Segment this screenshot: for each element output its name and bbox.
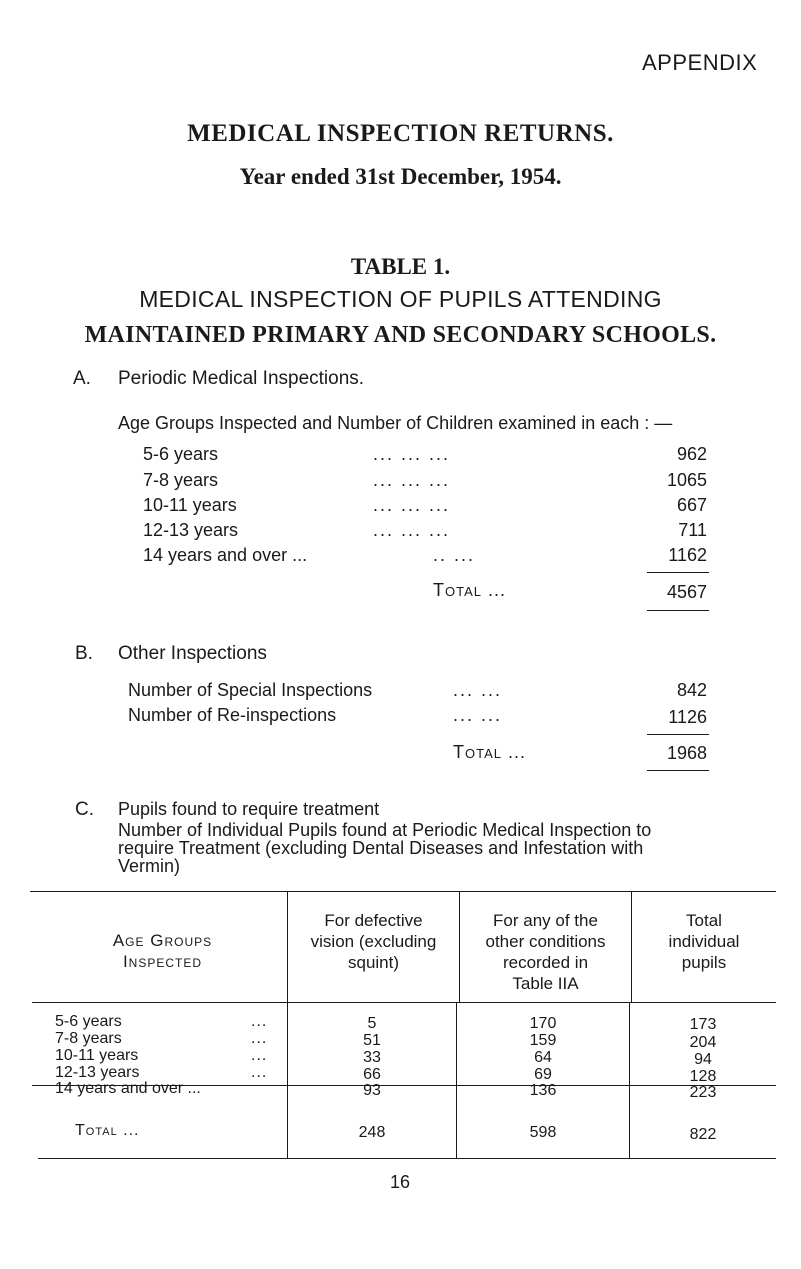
vision-cell: 93	[363, 1082, 381, 1099]
table-top-rule	[30, 891, 776, 892]
section-b-total-value: 1968	[666, 743, 707, 763]
table-title: TABLE 1.	[350, 254, 451, 279]
total-vision-cell: 248	[358, 1124, 386, 1141]
total-cell: 128	[689, 1068, 717, 1085]
section-b-letter: B.	[75, 643, 93, 664]
header-line: individual	[668, 932, 740, 951]
section-b-total-label: Total ...	[453, 742, 526, 762]
leader-dots: ... ... ...	[373, 444, 451, 464]
other-cell: 64	[534, 1049, 552, 1066]
age-cell: 14 years and over ...	[55, 1080, 201, 1097]
col-header-age-groups	[40, 930, 285, 972]
leader-dots: ... ... ...	[373, 495, 451, 515]
col-header-vision	[288, 910, 459, 973]
age-group-label: 12-13 years	[143, 520, 239, 540]
total-cell: 204	[689, 1034, 717, 1051]
total-other-cell: 598	[529, 1124, 557, 1141]
age-group-label: 14 years and over ...	[143, 545, 308, 565]
header-line: For any of the	[493, 911, 598, 930]
count-value: 711	[678, 520, 707, 540]
header-bottom-rule	[32, 1002, 776, 1003]
table-heading-line2: MAINTAINED PRIMARY AND SECONDARY SCHOOLS.	[84, 322, 717, 348]
vision-cell: 33	[363, 1049, 381, 1066]
leader-dots: ...	[251, 1064, 268, 1081]
appendix-label: APPENDIX	[642, 50, 758, 75]
age-cell: 10-11 years	[55, 1047, 139, 1064]
section-a-letter: A.	[73, 368, 91, 389]
other-cell: 136	[529, 1082, 557, 1099]
section-c-title: Pupils found to require treatment	[118, 799, 380, 819]
header-line: squint)	[347, 953, 400, 972]
section-a-total-label: Total ...	[433, 580, 506, 600]
total-rule-top	[647, 734, 709, 735]
total-rule-bottom	[647, 610, 709, 611]
header-line: Total	[686, 911, 722, 930]
section-c-desc-line2: require Treatment (excluding Dental Diseases and Infestation with	[118, 838, 644, 858]
count-value: 842	[676, 680, 707, 700]
other-cell: 170	[529, 1015, 557, 1032]
table-heading-line1: MEDICAL INSPECTION OF PUPILS ATTENDING	[139, 286, 662, 312]
header-line: Table IIA	[512, 974, 579, 993]
header-line: pupils	[681, 953, 727, 972]
header-line: recorded in	[502, 953, 589, 972]
count-value: 1126	[668, 707, 707, 727]
section-c-letter: C.	[75, 799, 94, 820]
section-a-title: Periodic Medical Inspections.	[118, 368, 365, 389]
leader-dots: ...	[251, 1047, 268, 1064]
page-subtitle: Year ended 31st December, 1954.	[239, 164, 562, 189]
header-line: Inspected	[122, 952, 203, 971]
col-header-total	[632, 910, 776, 973]
total-cell: 94	[694, 1051, 712, 1068]
page-title: MEDICAL INSPECTION RETURNS.	[187, 120, 614, 147]
col-header-other-conditions	[460, 910, 631, 994]
leader-dots: ... ...	[453, 705, 503, 725]
other-cell: 159	[529, 1032, 557, 1049]
age-group-label: 7-8 years	[143, 470, 219, 490]
total-cell: 173	[689, 1016, 717, 1033]
header-line: Age Groups	[112, 931, 213, 950]
vision-cell: 51	[363, 1032, 381, 1049]
section-c-desc-line3: Vermin)	[118, 856, 181, 876]
age-cell: 7-8 years	[55, 1030, 122, 1047]
total-label: Total ...	[75, 1122, 140, 1139]
leader-dots: ...	[251, 1030, 268, 1047]
leader-dots: ...	[251, 1013, 268, 1030]
section-a-total-value: 4567	[666, 582, 707, 602]
other-cell: 69	[534, 1066, 552, 1083]
age-group-label: 5-6 years	[143, 444, 219, 464]
count-value: 962	[676, 444, 707, 464]
age-cell: 12-13 years	[55, 1064, 140, 1081]
count-value: 667	[676, 495, 707, 515]
table-bottom-rule	[38, 1158, 776, 1159]
age-group-label: 10-11 years	[143, 495, 237, 515]
total-total-cell: 822	[689, 1126, 717, 1143]
leader-dots: ... ... ...	[373, 470, 451, 490]
leader-dots: ... ... ...	[373, 520, 451, 540]
count-value: 1162	[668, 545, 707, 565]
section-c-desc-line1: Number of Individual Pupils found at Periodic Medical Inspection to	[118, 820, 652, 840]
vision-cell: 66	[363, 1066, 381, 1083]
header-line: other conditions	[485, 932, 606, 951]
section-a-intro: Age Groups Inspected and Number of Children examined in each : —	[118, 413, 673, 433]
leader-dots: ... ...	[453, 680, 503, 700]
header-line: vision (excluding	[310, 932, 437, 951]
inspection-label: Number of Special Inspections	[128, 680, 373, 700]
age-cell: 5-6 years	[55, 1013, 122, 1030]
total-cell: 223	[689, 1084, 717, 1101]
header-line: For defective	[324, 911, 423, 930]
total-rule-top	[647, 572, 709, 573]
section-b-title: Other Inspections	[118, 643, 267, 664]
page-number: 16	[390, 1172, 411, 1192]
vision-cell: 5	[367, 1015, 377, 1032]
total-rule-bottom	[647, 770, 709, 771]
inspection-label: Number of Re-inspections	[128, 705, 337, 725]
leader-dots: .. ...	[433, 545, 476, 565]
count-value: 1065	[666, 470, 707, 490]
